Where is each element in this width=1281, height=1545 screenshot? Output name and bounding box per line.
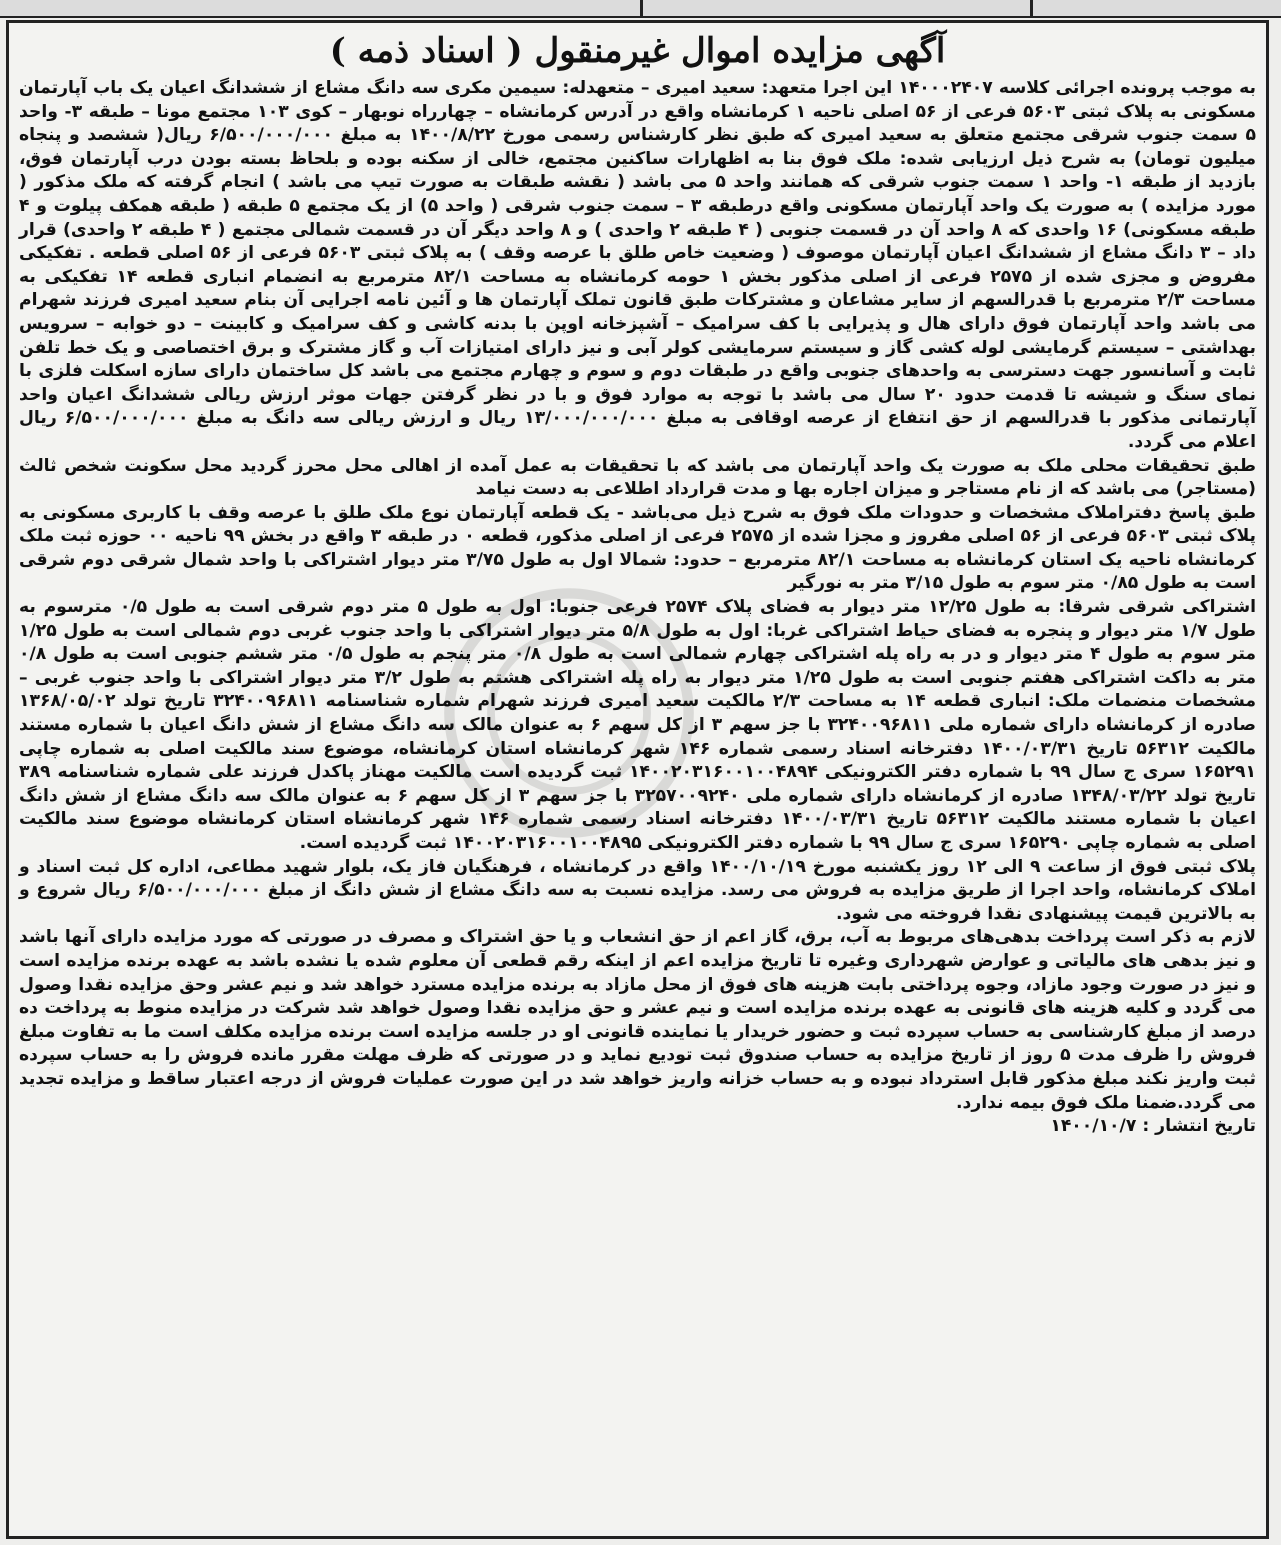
notice-paragraph: لازم به ذکر است پرداخت بدهی‌های مربوط به آب، برق، گاز اعم از حق انشعاب و یا حق اشتراک و مصرف در صورتی که مورد مزایده دارای آنها باشد و نیز بدهی های مالیاتی و عوارض شهرداری وغیره تا تاریخ مزایده اعم از اینکه رقم قطعی آن معلوم شده یا نشده باشد به عهده برنده مزایده است و نیز در صورت وجود مازاد، وجوه پرداختی بابت هزینه های فوق از محل مازاد به برنده مزایده مسترد خواهد شد و نیم عشر وحق مزایده نقدا وصول می گردد و کلیه هزینه های قانونی به عهده برنده مزایده است و نیم عشر و حق مزایده نقدا وصول خواهد شد شرکت در مزایده منوط به پرداخت ده درصد از مبلغ کارشناسی به حساب سپرده ثبت و حضور خریدار یا نماینده قانونی او در جلسه مزایده است برنده مزایده مکلف است ما به تفاوت مبلغ فروش را ظرف مدت ۵ روز از تاریخ مزایده به حساب صندوق ثبت تودیع نماید و در صورتی که ظرف مهلت مقرر مانده فروش را به حساب سپرده ثبت واریز نکند مبلغ مذکور قابل استرداد نبوده و به حساب خزانه واریز خواهد شد در این صورت عملیات فروش از درجه اعتبار ساقط و مزایده تجدید می گردد.ضمنا ملک فوق بیمه ندارد. bbox=[19, 927, 1256, 1113]
strip-divider bbox=[640, 0, 643, 16]
notice-title: آگهی مزایده اموال غیرمنقول ( اسناد ذمه ) bbox=[329, 31, 946, 71]
notice-paragraph: طبق تحقیقات محلی ملک به صورت یک واحد آپارتمان می باشد که با تحقیقات به عمل آمده از اهالی محل محرز گردید محل سکونت شخص ثالث (مستاجر) می باشد که از نام مستاجر و میزان اجاره بها و مدت قرارداد اطلاعی به دست نیامد bbox=[19, 455, 1256, 500]
notice-frame bbox=[6, 20, 1269, 1539]
notice-paragraph: به موجب پرونده اجرائی کلاسه ۱۴۰۰۰۲۴۰۷ این اجرا متعهد: سعید امیری – متعهدله: سیمین مکری سه دانگ مشاع از ششدانگ اعیان یک باب آپارتمان مسکونی به پلاک ثبتی ۵۶۰۳ فرعی از ۵۶ اصلی ناحیه ۱ کرمانشاه واقع در آدرس کرمانشاه – چهارراه نوبهار – کوی ۱۰۳ مجتمع مونا – طبقه ۳- واحد ۵ سمت جنوب شرقی مجتمع متعلق به سعید امیری که طبق نظر کارشناس رسمی مورخ ۱۴۰۰/۸/۲۲ به مبلغ ۶/۵۰۰/۰۰۰/۰۰۰ ریال( ششصد و پنجاه میلیون تومان) به شرح ذیل ارزیابی شده: ملک فوق بنا به اظهارات ساکنین مجتمع، خالی از سکنه بوده و بلحاظ بسته بودن درب آپارتمان فوق، بازدید از طبقه ۱- واحد ۱ سمت جنوب شرقی که همانند واحد ۵ می باشد ( نقشه طبقات به صورت تیپ می باشد ) انجام گرفته که ملک مذکور ( مورد مزایده ) به صورت یک واحد آپارتمان مسکونی واقع درطبقه ۳ – سمت جنوب شرقی ( واحد ۵) از یک مجتمع ۵ طبقه ( طبقه همکف پیلوت و ۴ طبقه مسکونی) ۱۶ واحدی که ۸ واحد آن در قسمت جنوبی ( ۴ طبقه ۲ واحدی ) و ۸ واحد دیگر آن در قسمت شمالی مجتمع ( ۴ طبقه ۲ واحدی) قرار داد – ۳ دانگ مشاع از ششدانگ اعیان آپارتمان موصوف ( وضعیت خاص طلق با عرصه وقف ) به پلاک ثبتی ۵۶۰۳ فرعی از ۵۶ اصلی قطعه . تفکیکی مفروض و مجزی شده از ۲۵۷۵ فرعی از اصلی مذکور بخش ۱ حومه کرمانشاه به مساحت ۸۲/۱ مترمربع به انضمام انباری قطعه ۱۴ تفکیکی به مساحت ۲/۳ مترمربع با قدرالسهم از سایر مشاعان و مشترکات طبق قانون تملک آپارتمان ها و آئین نامه اجرایی آن بنام سعید امیری فرزند شهرام می باشد واحد آپارتمان فوق دارای هال و پذیرایی با کف سرامیک – آشپزخانه اوپن با بدنه کاشی و کف سرامیک و کابینت – دو خوابه – سرویس بهداشتی – سیستم گرمایشی لوله کشی گاز و سیستم سرمایشی کولر آبی و نیز دارای امتیازات آب و گاز مشترک و برق اختصاصی و یک خط تلفن ثابت و آسانسور جهت دسترسی به واحدهای جنوبی واقع در طبقات دوم و سوم و چهارم مجتمع می باشد کل ساختمان دارای سازه اسکلت فلزی با نمای سنگ و شیشه تا قدمت حدود ۲۰ سال می باشد با توجه به موارد فوق و با در نظر گرفتن جهات موثر ارزش ریالی ششدانگ اعیان واحد آپارتمانی مذکور با قدرالسهم از حق انتفاع از عرصه اوقافی به مبلغ ۱۳/۰۰۰/۰۰۰/۰۰۰ ریال و ارزش ریالی سه دانگ به مبلغ ۶/۵۰۰/۰۰۰/۰۰۰ ریال اعلام می گردد. bbox=[19, 78, 1257, 452]
notice-body bbox=[9, 77, 1266, 1139]
publish-date-value: ۱۴۰۰/۱۰/۷ bbox=[1050, 1116, 1137, 1137]
notice-paragraph: اشتراکی شرقی شرقا: به طول ۱۲/۲۵ متر دیوار به فضای پلاک ۲۵۷۴ فرعی جنوبا: اول به طول ۵ متر دوم شرقی است به طول ۰/۵ مترسوم به طول ۱/۷ متر دیوار و پنجره به فضای حیاط اشتراکی غربا: اول به طول ۵/۸ متر دیوار اشتراکی با واحد جنوب غربی دوم شمالی است به طول ۱/۲۵ متر سوم به طول ۴ متر دیوار و در به راه پله اشتراکی چهارم شمالی است به طول ۰/۸ متر پنجم به طول ۰/۵ متر ششم جنوبی است به طول ۰/۸ متر به داکت اشتراکی هفتم جنوبی است به طول ۱/۲۵ متر دیوار به راه پله اشتراکی هشتم به طول ۳/۲ متر دیوار اشتراکی با واحد جنوب غربی –مشخصات منضمات ملک: انباری قطعه ۱۴ به مساحت ۲/۳ مالکیت سعید امیری فرزند شهرام شماره شناسنامه ۳۲۴۰۰۹۶۸۱۱ تاریخ تولد ۱۳۶۸/۰۵/۰۲ صادره از کرمانشاه دارای شماره ملی ۳۲۴۰۰۹۶۸۱۱ با جز سهم ۳ از کل سهم ۶ به عنوان مالک سه دانگ مشاع از شش دانگ اعیان با شماره مستند مالکیت ۵۶۳۱۲ تاریخ ۱۴۰۰/۰۳/۳۱ دفترخانه اسناد رسمی شماره ۱۴۶ شهر کرمانشاه استان کرمانشاه، موضوع سند مالکیت اصلی به شماره چاپی ۱۶۵۲۹۱ سری ج سال ۹۹ با شماره دفتر الکترونیکی ۱۴۰۰۲۰۳۱۶۰۰۱۰۰۴۸۹۴ ثبت گردیده است مالکیت مهناز پاکدل فرزند علی شماره شناسنامه ۳۸۹ تاریخ تولد ۱۳۴۸/۰۳/۲۲ صادره از کرمانشاه دارای شماره ملی ۳۲۵۷۰۰۹۲۴۰ با جز سهم ۳ از کل سهم ۶ به عنوان مالک سه دانگ مشاع از شش دانگ اعیان با شماره مستند مالکیت ۵۶۳۱۲ تاریخ ۱۴۰۰/۰۳/۳۱ دفترخانه اسناد رسمی شماره ۱۴۶ شهر کرمانشاه استان کرمانشاه موضوع سند مالکیت اصلی به شماره چاپی ۱۶۵۲۹۰ سری ج سال ۹۹ با شماره دفتر الکترونیکی ۱۴۰۰۲۰۳۱۶۰۰۱۰۰۴۸۹۵ ثبت گردیده است. bbox=[19, 597, 1257, 853]
publish-date-label: تاریخ انتشار : bbox=[1142, 1116, 1256, 1137]
top-border-strip bbox=[0, 0, 1281, 18]
notice-paragraph: پلاک ثبتی فوق از ساعت ۹ الی ۱۲ روز یکشنبه مورخ ۱۴۰۰/۱۰/۱۹ واقع در کرمانشاه ، فرهنگیان فاز یک، بلوار شهید مطاعی، اداره کل ثبت اسناد و املاک کرمانشاه، واحد اجرا از طریق مزایده به فروش می رسد. مزایده نسبت به سه دانگ مشاع از شش دانگ از مبلغ ۶/۵۰۰/۰۰۰/۰۰۰ ریال شروع و به بالاترین قیمت پیشنهادی نقدا فروخته می شود. bbox=[19, 856, 1256, 924]
strip-divider bbox=[1030, 0, 1033, 16]
notice-paragraph: طبق پاسخ دفتراملاک مشخصات و حدودات ملک فوق به شرح ذیل می‌باشد - یک قطعه آپارتمان نوع ملک طلق با عرصه وقف با کاربری مسکونی به پلاک ثبتی ۵۶۰۳ فرعی از ۵۶ اصلی مفروز و مجزا شده از ۲۵۷۵ فرعی از اصلی مذکور، قطعه ۰ در طبقه ۳ واقع در بخش ۹۹ ناحیه ۰۰ حوزه ثبت ملک کرمانشاه ناحیه یک استان کرمانشاه به مساحت ۸۲/۱ مترمربع – حدود: شمالا اول به طول ۳/۷۵ متر دیوار اشتراکی با واحد شمال شرقی دوم شرقی است به طول ۰/۸۵ متر سوم به طول ۳/۱۵ متر به نورگیر bbox=[19, 502, 1256, 594]
publish-date-line bbox=[19, 1115, 1256, 1139]
